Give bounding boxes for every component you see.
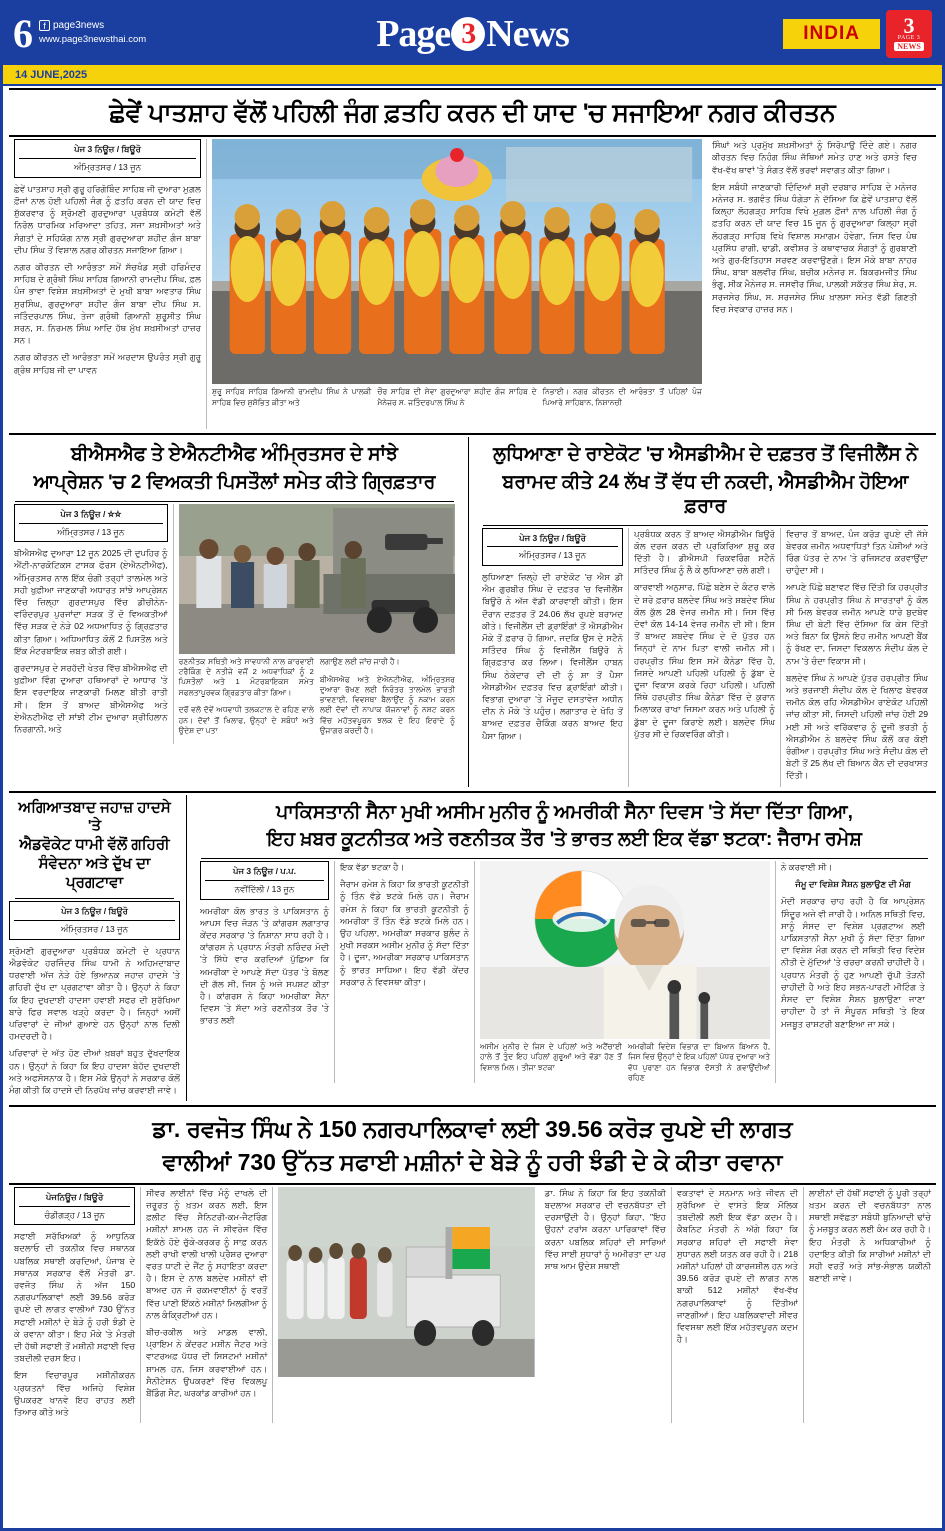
- story3-headline-line2: ਬਰਾਮਦ ਕੀਤੇ 24 ਲੱਖ ਤੋਂ ਵੱਧ ਦੀ ਨਕਦੀ, ਐਸਡੀਐਮ ਹੋਇਆ ਫ਼ਰਾਰ: [502, 472, 909, 517]
- story4-photo: [480, 861, 770, 1039]
- paragraph: ਅਮਰੀਕਾ ਕੋਲ ਭਾਰਤ ਤੇ ਪਾਕਿਸਤਾਨ ਨੂੰ ਆਪਸ ਵਿਚ ਜੋੜਨ 'ਤੇ ਕਾਂਗਰਸ ਲਗਾਤਾਰ ਕੇਂਦਰ ਸਰਕਾਰ 'ਤੇ ਨਿਸ਼ਾਨਾ ਸਾਧ ਰਹੀ ਹੈ। ਕਾਂਗਰਸ ਨੇ ਪ੍ਰਧਾਨ ਮੰਤਰੀ ਨਰਿੰਦਰ ਮੋਦੀ 'ਤੇ ਸਿੱਧੇ ਵਾਰ ਕਰਦਿਆਂ ਪੁੱਛਿਆ ਕਿ ਅਮਰੀਕਾ ਦੇ ਆਪਣੇ ਸੱਦਾ ਪੱਤਰ 'ਤੇ ਬੋਲਣ ਦੀ ਗੱਲ ਸੀ, ਜਿਸ ਨੂੰ ਅਜੇ ਸਪਸ਼ਟ ਕੀਤਾ ਹੈ। ਕਾਂਗਰਸ ਨੇ ਕਿਹਾ ਅਮਰੀਕਾ ਸੈਨਾ ਦਿਵਸ 'ਤੇ ਸੱਦਾ ਅਤੇ ਰਣਨੀਤਕ ਤੌਰ 'ਤੇ ਭਾਰਤ ਲਈ: [200, 905, 329, 1026]
- story5-headline-line1: ਅਗਿਆਤਬਾਦ ਜਹਾਜ਼ ਹਾਦਸੇ 'ਤੇ: [18, 798, 171, 835]
- byline-agency: ਪੇਜ 3 ਨਿਊਜ਼ / ☆☆: [60, 508, 122, 519]
- byline-agency: ਪੇਜ 3 ਨਿਊਜ਼ / ਪ.ਪ.: [233, 866, 296, 877]
- masthead-right: [702, 10, 932, 58]
- byline: [482, 528, 623, 567]
- photo-caption: ਸ਼ੁਰੂ ਸਾਹਿਬ ਸਾਹਿਬ ਗਿਆਨੀ ਰਾਮਦੀਪ ਸਿੰਘ ਨੇ ਪਾਲਕੀ ਸਾਹਿਬ ਵਿਚ ਸ਼ੁਸ਼ੋਭਿਤ ਕੀਤਾ ਅਤੇ: [212, 387, 372, 407]
- byline: [9, 901, 180, 940]
- brand-part1: Page: [376, 13, 451, 55]
- byline: [14, 504, 168, 543]
- paragraph: ਪ੍ਰਬੰਧਕ ਕਰਨ ਤੋਂ ਬਾਅਦ ਐਸਡੀਐਮ ਬਿਊਰੋ ਕੋਲ ਦਰਜ ਕਰਨ ਦੀ ਪ੍ਰਕਿਰਿਆ ਸ਼ੁਰੂ ਕਰ ਦਿੱਤੀ ਹੈ। ਡੀਐਸਪੀ ਰਿਕਵਰਿੰਗ ਸਟੈਨੋ ਸਤਿੰਦਰ ਸਿੰਘ ਨੂੰ ਲੈ ਕੇ ਲੁਧਿਆਣਾ ਚਲੇ ਗਈ।: [634, 528, 775, 576]
- paragraph: ਜੈਰਾਮ ਰਮੇਸ਼ ਨੇ ਕਿਹਾ ਕਿ ਭਾਰਤੀ ਕੂਟਨੀਤੀ ਨੂੰ ਤਿੰਨ ਵੱਡੇ ਝਟਕੇ ਮਿਲੇ ਹਨ। ਜੈਰਾਮ ਰਮੇਸ਼ ਨੇ ਕਿਹਾ ਕਿ ਭਾਰਤੀ ਕੂਟਨੀਤੀ ਨੂੰ ਅਮਰੀਕਾ ਤੋਂ ਤਿੰਨ ਵੱਡੇ ਝਟਕੇ ਮਿਲੇ ਹਨ। ਉਹ ਪਹਿਲਾ, ਅਮਰੀਕਾ ਸਰਕਾਰ ਬੁਲੰਦ ਨੇ ਮੁਖੀ ਸਰਕਸ ਅਸੀਮ ਮੁਨੀਰ ਨੂੰ ਸੱਦਾ ਦਿੱਤਾ ਹੈ। ਦੂਜਾ, ਅਮਰੀਕਾ ਸਰਕਾਰ ਪਾਕਿਸਤਾਨ ਨੂੰ ਭਾਰਤ ਸਾਧਿਆ। ਇਹ ਵੱਡੀ ਕੇਂਦਰ ਸਰਕਾਰ ਨੇ ਵਿਵਸਥਾ ਕੀਤਾ।: [340, 879, 470, 987]
- paragraph: ਵਕਤਾਵਾਂ ਦੇ ਸਨਮਾਨ ਅਤੇ ਜੀਵਨ ਦੀ ਸੁਰੱਖਿਆ ਦੇ ਵਾਸਤੇ ਇਕ ਮੌਲਿਕ ਤਬਦੀਲੀ ਲਈ ਇਕ ਵੱਡਾ ਕਦਮ ਹੈ। ਕੈਬਨਿਟ ਮੰਤਰੀ ਨੇ ਅੱਗੇ ਕਿਹਾ ਕਿ ਸਰਕਾਰ ਸ਼ਹਿਰਾਂ ਦੀ ਸਫਾਈ ਸੇਵਾ ਸੁਧਾਰਨ ਲਈ ਯਤਨ ਕਰ ਰਹੀ ਹੈ। 218 ਮਸ਼ੀਨਾਂ ਪਹਿਲਾਂ ਹੀ ਕਾਰਜਸ਼ੀਲ ਹਨ ਅਤੇ 39.56 ਕਰੋੜ ਰੁਪਏ ਦੀ ਲਾਗਤ ਨਾਲ ਬਾਕੀ 512 ਮਸ਼ੀਨਾਂ ਵੱਖ-ਵੱਖ ਨਗਰਪਾਲਿਕਾਵਾਂ ਨੂੰ ਦਿੱਤੀਆਂ ਜਾਣਗੀਆਂ। ਇਹ ਪਬਲਿਕਵਾਦੀ ਸੀਵਰ ਵਿਵਸਥਾ ਲਈ ਇੱਕ ਮਹੱਤਵਪੂਰਨ ਕਦਮ ਹੈ।: [676, 1187, 798, 1345]
- paragraph: ਸੀਵਰ ਲਾਈਨਾਂ ਵਿੱਚ ਮੰਨੂੰ ਦਾਖਲੇ ਦੀ ਜ਼ਰੂਰਤ ਨੂੰ ਖ਼ਤਮ ਕਰਨ ਲਈ, ਇਸ ਫ਼ਲੀਟ ਵਿੱਚ ਸੈਨਿਟਰੀ-ਕਮ-ਜੈਟਰਿੰਗ ਮਸ਼ੀਨਾਂ ਸ਼ਾਮਲ ਹਨ ਜੋ ਸੀਵਰੇਜ ਵਿੱਚ ਇਕੱਠੇ ਹੋਏ ਚੁੱਕੇ-ਕਰਕਰ ਨੂੰ ਸਾਫ਼ ਕਰਨ ਲਈ ਰਾਖੀ ਵਾਲੀ ਖਾਲੀ ਪ੍ਰੈਸ਼ਰ ਦੁਆਰਾ ਵਰਤ ਧਾਟੀ ਦੇ ਜੈਂਟ ਨੂੰ ਸਹਾਇਤਾ ਕਰਦਾ ਹੈ। ਇਸ ਦੇ ਨਾਲ ਬਲਦੇਵ ਮਸ਼ੀਨਾਂ ਵੀ ਬਾਅਦ ਹਨ ਜੋ ਰਕਮਵਾਈਨਾਂ ਨੂੰ ਵਰਤੋਂ ਵਿੱਚ ਪਾਣੀ ਇੱਕਠੇ ਮਸ਼ੀਨਾਂ ਮਿਲਗੀਆ ਨੂੰ ਨਾਲ ਕੰਕ੍ਰਿਟੀਆਂ ਹਨ।: [146, 1187, 268, 1320]
- paragraph: ਲੁਧਿਆਣਾ ਜ਼ਿਲ੍ਹੇ ਦੀ ਰਾਏਕੋਟ 'ਚ ਐਸ ਡੀ ਐਮ ਗੁਰਬੀਰ ਸਿੰਘ ਦੇ ਦਫ਼ਤਰ 'ਚ ਵਿਜੀਲੈਂਸ ਬਿਊਰੋ ਨੇ ਅੱਜ ਵੱਡੀ ਕਾਰਵਾਈ ਕੀਤੀ। ਇਸ ਦੌਰਾਨ ਦਫ਼ਤਰ ਤੋਂ 24.06 ਲੱਖ ਰੁਪਏ ਬਰਾਮਦ ਕੀਤੇ। ਵਿਜੀਲੈਂਸ ਦੀ ਡ੍ਰਾਇੰਗਾਂ ਤੋਂ ਐਸਡੀਐਮ ਮੌਕੇ ਤੋਂ ਫ਼ਰਾਰ ਹੋ ਗਿਆ, ਜਦਕਿ ਉਸ ਦੇ ਸਟੈਨੋ ਸਤਿੰਦਰ ਸਿੰਘ ਨੂੰ ਵਿਜੀਲੈਂਸ ਬਿਊਰੋ ਨੇ ਗ੍ਰਿਫ਼ਤਾਰ ਕਰ ਲਿਆ। ਵਿਜੀਲੈਂਸ ਹਾਬਨ ਸਿੰਘ ਠੇਕੇਦਾਰ ਦੀ ਦੀ ਨੂੰ ਸ਼ਾ ਤੋਂ ਪੈਸਾ ਐਸਡੀਐਮ ਦਫ਼ਤਰ ਵਿਚ ਡ੍ਰਾਇੰਗਾਂ ਕੀਤੀ। ਵਿਭਾਗ ਦੁਆਰਾ 'ਤੇ ਮੌਜੂਦ ਦਸਤਾਵੇਜ਼ ਅਧੀਨ ਦੀਨ ਨੇ ਮੌਕੇ 'ਤੇ ਪਹੁੰਚ। ਲਗਾਤਾਰ ਦੇ ਖੋਹਿ ਤੋਂ ਬਾਅਦ ਦਫ਼ਤਰ ਚੈਕਿੰਗ ਕਰਨ ਬਾਅਦ ਇਹ ਪੈਸਾ ਗਿਆ।: [482, 572, 623, 741]
- byline-place-date: ਚੰਡੀਗੜ੍ਹ / 13 ਜੂਨ: [19, 1206, 130, 1222]
- photo-caption: ਅਸੀਮ ਮੁਨੀਰ ਦੇ ਜਿਸ ਦੇ ਪਹਿਲਾਂ ਅਤੇ ਅਟੈਂਚਾਈ ਹਾਲੇ ਤੋਂ ਤੁੰਦ ਇਹ ਪਹਿਲਾਂ ਗੁਰੂਆਂ ਅਤੇ ਵੱਡਾ ਹੋਣ ਤੋਂ ਵਿਸ਼ਾਲ ਮਿਲ। ਤੀਜਾ ਝਟਕਾ: [480, 1042, 622, 1072]
- paragraph: ਸਿੰਘਾਂ ਅਤੇ ਪ੍ਰਮੁੱਖ ਸ਼ਖ਼ਸੀਅਤਾਂ ਨੂੰ ਸਿਰੋਪਾਉ ਦਿੰਦੇ ਗਏ। ਨਗਰ ਕੀਰਤਨ ਵਿਚ ਨਿਹੰਗ ਸਿੰਘ ਜੱਥਿਆਂ ਸਮੇਤ ਹਾਣ ਅਤੇ ਰਸਤੇ ਵਿਚ ਵੱਖ-ਵੱਖ ਥਾਵਾਂ 'ਤੇ ਸੰਗਤ ਵੱਲੋਂ ਭਰਵਾਂ ਸਵਾਗਤ ਕੀਤਾ ਗਿਆ।: [712, 140, 917, 175]
- lead-story-body: [3, 139, 942, 429]
- story5-headline-line3: ਸੰਵੇਦਨਾ ਅਤੇ ਦੁੱਖ ਦਾ ਪ੍ਰਗਟਾਵਾ: [38, 854, 151, 891]
- brand-logo: [376, 12, 569, 56]
- social-handle: page3news: [53, 20, 105, 31]
- paragraph: ਨਗਰ ਕੀਰਤਨ ਦੀ ਆਰੰਭਤਾ ਸਮੇਂ ਅਰਦਾਸ ਉਪਰੰਤ ਸ੍ਰੀ ਗੁਰੂ ਗ੍ਰੰਥ ਸਾਹਿਬ ਜੀ ਦਾ ਪਾਵਨ: [14, 352, 201, 375]
- page3-corner-badge: [886, 10, 932, 58]
- paragraph: ਮੋਦੀ ਸਰਕਾਰ ਚਾਹ ਰਹੀ ਹੈ ਕਿ ਆਪ੍ਰੇਸ਼ਨ ਸਿੰਦੂਰ ਅਜੇ ਵੀ ਜਾਰੀ ਹੈ। ਅਨਿਲ ਸਥਿਤੀ ਵਿਚ, ਸਾਨੂੰ ਸੰਸਦ ਦਾ ਵਿਸ਼ੇਸ਼ ਪ੍ਰਗਟਾਅ ਲਈ ਪਾਕਿਸਤਾਨੀ ਸੈਨਾ ਮੁਖੀ ਨੂੰ ਸੱਦਾ ਦਿੱਤਾ ਗਿਆ ਦਾ ਵਿਸ਼ੇਸ਼ ਮੰਗ ਕਰਨ ਦੀ ਸਥਿਤੀ ਵਿਚ ਵਿਦੇਸ਼ ਨੀਤੀ ਦੇ ਮੁੱਦਿਆਂ 'ਤੇ ਚਰਚਾ ਕਰਨੀ ਚਾਹੀਦੀ ਹੈ। ਪ੍ਰਧਾਨ ਮੰਤਰੀ ਨੂੰ ਹੁਣ ਆਪਣੀ ਚੁੱਪੀ ਤੋੜਨੀ ਚਾਹੀਦੀ ਹੈ ਅਤੇ ਇਹ ਸਭਨ-ਪਾਰਟੀ ਮੀਟਿੰਗ ਤੇ ਸੰਸਦ ਦਾ ਵਿਸ਼ੇਸ਼ ਸੈਸ਼ਨ ਬੁਲਾਉਣਾ ਜਾਣਾ ਚਾਹੀਦਾ ਹੈ ਤਾਂ ਜੋ ਸੰਪੂਰਨ ਸਥਿਤੀ 'ਤੇ ਇਕ ਮਜਬੂਤ ਰਾਸ਼ਟਰੀ ਬਣਾਇਆ ਜਾ ਸਕੇ।: [781, 896, 925, 1029]
- byline-agency: ਪੇਜ 3 ਨਿਊਜ਼ / ਬਿਊਰੋ: [61, 906, 128, 917]
- paragraph: ਬੀਐਸਐਫ ਅਤੇ ਏਐਨਟੀਐਫ, ਅੰਮ੍ਰਿਤਸਰ ਦੁਆਰਾ ਰੱਖਣ ਲਈ ਨਿਰੰਤਰ ਤਾਲਮੇਲ ਭਾਰਤੀ ਭਾਵਣਾਈ, ਵਿਵਸਥਾ ਬੈਲਾਉਂਦ ਨੂੰ ਨਕਾਮ ਕਰਨ ਲਈ ਦੋਵਾਂ ਦੀ ਨਾਪਾਕ ਯੋਜਨਾਵਾਂ ਨੂੰ ਨਸ਼ਟ ਕਰਨ ਵਿੱਚ ਮਹੱਤਵਪੂਰਨ ਝਲਕ ਦੇ ਇਹ ਇਰਾਦੇ ਨੂੰ ਉਜਾਗਰ ਕਰਦੀ ਹੈ।: [319, 674, 456, 735]
- paragraph: ਵਿਚਾਰ ਤੋਂ ਬਾਅਦ, ਪੰਜ ਕਰੋੜ ਰੁਪਏ ਦੀ ਜੱਸੇ ਬੇਵਰਕ ਜ਼ਮੀਨ ਅਧਵਾਧਿਤਾਂ ਤਿਨ ਪੇਸ਼ੀਆਂ ਅਤੇ ਰਿੰਗ ਪੱਤਰ ਦੇ ਨਾਮ 'ਤੇ ਰਜਿਸਟਰ ਕਰਵਾਉਂਦਾ ਚਾਹੁੰਦਾ ਸੀ।: [786, 528, 928, 576]
- paragraph: ਇਕ ਵੱਡਾ ਝਟਕਾ ਹੈ।: [340, 862, 405, 873]
- paragraph: ਲਗਾਉਣ ਲਈ ਜਾਂਚ ਜਾਰੀ ਹੈ।: [319, 656, 400, 666]
- brand-part2: 3: [451, 17, 485, 51]
- paragraph: ਲਾਈਨਾਂ ਦੀ ਹੱਥੀਂ ਸਫਾਈ ਨੂੰ ਪੂਰੀ ਤਰ੍ਹਾਂ ਖ਼ਤਮ ਕਰਨ ਦੀ ਵਚਨਬੱਧਤਾ ਨਾਲ ਸਥਾਈ ਸਵੱਛਤਾ ਸਬੰਧੀ ਬੁਨਿਆਦੀ ਢਾਂਚੇ ਨੂੰ ਮਜ਼ਬੂਤ ਕਰਨ ਲਈ ਕੰਮ ਕਰ ਰਹੀ ਹੈ। ਇਹ ਮੰਤਰੀ ਨੇ ਅਧਿਕਾਰੀਆਂ ਨੂੰ ਹਦਾਇਤ ਕੀਤੀ ਕਿ ਸਾਰੀਆਂ ਮਸ਼ੀਨਾਂ ਦੀ ਸਹੀ ਵਰਤੋਂ ਅਤੇ ਸਾਂਭ-ਸੰਭਾਲ ਯਕੀਨੀ ਬਣਾਈ ਜਾਵੇ।: [808, 1187, 931, 1284]
- paragraph: ਕਾਰਵਾਈ ਅਨੁਸਾਰ, ਪਿੱਛੇ ਬਣੇਸ ਦੇ ਕੰਟਰ ਵਾਲੇ ਦੇ ਸ਼ਰੇ ਫ਼ਰਾਰ ਬਲਦੇਵ ਸਿੰਘ ਅਤੇ ਸ਼ਬਦੇਵ ਸਿੰਘ ਕੋਲ ਕੁੱਲ 28 ਵੇਜਰ ਜ਼ਮੀਨ ਸੀ। ਜਿਸ ਵਿੱਚ ਦੋਵਾਂ ਕੋਲ 14-14 ਵੇਜਰ ਜ਼ਮੀਨ ਦੀ ਸੀ। ਇਸ ਤੋਂ ਬਾਅਦ ਸ਼ਬਦੇਵ ਸਿੰਘ ਦੇ ਦੋ ਪੁੱਤਰ ਹਨ ਜਿਨ੍ਹਾਂ ਦੇ ਨਾਮ ਪਿਤਾ ਵਾਲੀ ਜ਼ਮੀਨ ਸੀ। ਹਰਪ੍ਰੀਤ ਸਿੰਘ ਇਸ ਸਮੇਂ ਕੈਨੇਡਾ ਵਿੱਚ ਹੈ, ਜਿਸਦੇ ਆਪਣੀ ਪਹਿਲੀ ਪਹਿਲੀ ਨੂੰ ਡੁੱਬਾ ਦੇ ਦੂਜਾ ਵਿਕਾਸ ਕਰਕੇ ਰਿਹਾ ਪਹਿਲੀ। ਪਹਿਲੀ ਜਿੱਥੇ ਹਰਪ੍ਰੀਤ ਸਿੰਘ ਕੈਨੇਡਾ ਵਿੱਚ ਦੇ ਕੁਰਾਨ ਮਿਲਾਕਰ ਰਾਖਾ ਜਿਸਮਾ ਕਰਨ ਅਤੇ ਪਹਿਲੀ ਨੂੰ ਡੁੱਬਾ ਦੇ ਦੂਜਾ ਕਿਰਾਏ ਲਈ। ਬਲਦੇਵ ਸਿੰਘ ਪੁੱਤਰ ਸੀ ਦੇ ਰਿਕਵਰਿੰਗ ਕੀਤੀ।: [634, 582, 775, 739]
- story3-headline-line1: ਲੁਧਿਆਣਾ ਦੇ ਰਾਏਕੋਟ 'ਚ ਐਸਡੀਐਮ ਦੇ ਦਫ਼ਤਰ ਤੋਂ ਵਿਜੀਲੈਂਸ ਨੇ: [493, 444, 918, 466]
- paragraph: ਨੇ ਕਰਵਾਈ ਸੀ।: [781, 862, 833, 873]
- masthead: [3, 3, 942, 65]
- paragraph: ਛੇਵੇਂ ਪਾਤਸ਼ਾਹ ਸ੍ਰੀ ਗੁਰੂ ਹਰਿਗੋਬਿੰਦ ਸਾਹਿਬ ਜੀ ਦੁਆਰਾ ਮੁਗ਼ਲ ਫ਼ੌਜਾਂ ਨਾਲ ਹੋਈ ਪਹਿਲੀ ਜੰਗ ਨੂੰ ਫ਼ਤਹਿ ਕਰਨ ਦੀ ਯਾਦ ਵਿਚ ਸ਼ੁੱਕਰਵਾਰ ਨੂੰ ਸ਼੍ਰੋਮਣੀ ਗੁਰਦੁਆਰਾ ਪ੍ਰਬੰਧਕ ਕਮੇਟੀ ਵੱਲੋਂ ਨਿਰੋਲ ਧਾਰਮਿਕ ਮਰਿਆਦਾ ਤਹਿਤ, ਸਜਾ ਸ਼ਖ਼ਸੀਅਤਾਂ ਅਤੇ ਸੰਗਤਾਂ ਦੇ ਸਹਿਯੋਗ ਨਾਲ ਸ੍ਰੀ ਗੁਰਦੁਆਰਾ ਸ਼ਹੀਦ ਗੰਜ ਬਾਬਾ ਦੀਪ ਸਿੰਘ ਤੋਂ ਵਿਸ਼ਾਲ ਨਗਰ ਕੀਰਤਨ ਸਜਾਇਆ ਗਿਆ।: [14, 183, 201, 255]
- story5-headline-line2: ਐਡਵੋਕੇਟ ਧਾਮੀ ਵੱਲੋਂ ਗਹਿਰੀ: [19, 836, 170, 854]
- paragraph: ਦਰੋਂ ਵਲੋ ਦੋਵੇਂ ਅਧਵਾਧੀ ਤਲਕਟਾਲ ਦੇ ਰਹਿਣ ਵਾਲੇ ਹਨ। ਦੋਵਾਂ ਤੋਂ ਖਿਲਾਫ, ਉਨ੍ਹਾਂ ਦੇ ਸਬੰਧਾਂ ਅਤੇ ਉਦੇਸ਼ ਦਾ ਪਤਾ: [178, 705, 314, 735]
- paragraph: ਇਸ ਸਬੰਧੀ ਜਾਣਕਾਰੀ ਦਿੰਦਿਆਂ ਸ਼੍ਰੀ ਦਰਬਾਰ ਸਾਹਿਬ ਦੇ ਮਨੇਜਰ ਮਨੇਜਰ ਸ. ਭਗਵੰਤ ਸਿੰਘ ਧੰਗੇੜਾ ਨੇ ਦੱਸਿਆ ਕਿ ਛੇਵੇਂ ਪਾਤਸ਼ਾਹ ਵੱਲੋਂ ਕਿਲ੍ਹਾ ਲੋਹਗੜ੍ਹ ਸਾਹਿਬ ਵਿਖੇ ਮੁਗ਼ਲ ਫ਼ੌਜਾਂ ਨਾਲ ਪਹਿਲੀ ਜੰਗ ਨੂੰ ਫ਼ਤਹਿ ਕਰਨ ਦੀ ਯਾਦ ਵਿਚ 15 ਜੂਨ ਨੂੰ ਗੁਰਦੁਆਰਾ ਕਿਲ੍ਹਾ ਸ੍ਰੀ ਲੋਹਗੜ੍ਹ ਸਾਹਿਬ ਵਿਖੇ ਵਿਸ਼ਾਲ ਸਮਾਗਮ ਹੋਵੇਗਾ, ਜਿਸ ਵਿਚ ਪੰਥ ਪ੍ਰਸਿੱਧ ਰਾਗੀ, ਢਾਡੀ, ਕਵੀਸ਼ਰ ਤੇ ਕਥਾਵਾਚਕ ਸੰਗਤਾਂ ਨੂੰ ਗੁਰਬਾਣੀ ਅਤੇ ਗੁਰ-ਇਤਿਹਾਸ ਸਰਵਣ ਕਰਵਾਉਣਗੇ। ਇਸ ਮੌਕੇ ਬਾਬਾ ਨਾਹਰ ਸਿੰਘ, ਬਾਬਾ ਬਲਵੀਰ ਸਿੰਘ, ਬਚੀਕ ਮਨੇਜਰ ਸ. ਬਿਕਰਮਜੀਤ ਸਿੰਘ ਭੰਗੂ, ਸੀਕ ਮੈਨੇਜਰ ਸ. ਜਸਵੀਰ ਸਿੰਘ, ਪਾਲਕੀ ਸਕੱਤਰ ਸਿੰਘ ਸ਼ੇਰ, ਸ. ਸਰਜਸੇਰ ਸਿੰਘ, ਸ. ਸਰਜਸੇਰ ਸਿੰਘ ਖ਼ਾਲਸਾ ਸਮੇਤ ਵੱਡੀ ਗਿਣਤੀ ਵਿਚ ਸੇਵਕਾਰ ਹਾਜ਼ਰ ਸਨ।: [712, 181, 917, 314]
- corner-badge-small: PAGE 3: [897, 35, 921, 41]
- byline: [14, 139, 201, 178]
- story6-photo: [278, 1187, 534, 1377]
- story6-headline-line2: ਵਾਲੀਆਂ 730 ਉੱਨਤ ਸਫਾਈ ਮਸ਼ੀਨਾਂ ਦੇ ਬੇੜੇ ਨੂੰ ਹਰੀ ਝੰਡੀ ਦੇ ਕੇ ਕੀਤਾ ਰਵਾਨਾ: [162, 1149, 783, 1175]
- brand-part3: News: [486, 13, 569, 55]
- masthead-left: [13, 11, 243, 56]
- paragraph: ਰਣਨੀਤਕ ਸਥਿਤੀ ਅਤੇ ਸਾਵਧਾਨੀ ਨਾਲ ਕਾਰਵਾਈ ਟਰੈਕਿੰਗ ਦੇ ਨਤੀਜੇ ਵਜੋਂ 2 ਅਧਵਾਧਿਕਾਂ ਨੂੰ 2 ਪਿਸਤੌਲਾਂ ਅਤੇ 1 ਮੰਟਰਬਾਇਕਸ ਸਮੇਤ ਸਫਲਤਾਪੂਰਵਕ ਗ੍ਰਿਫ਼ਤਾਰ ਕੀਤਾ ਗਿਆ।: [178, 656, 314, 697]
- page-number: 6: [13, 11, 33, 56]
- paragraph: ਨਗਰ ਕੀਰਤਨ ਦੀ ਆਰੰਭਤਾ ਸਮੇਂ ਸੱਚਖੰਡ ਸ੍ਰੀ ਹਰਿਮੰਦਰ ਸਾਹਿਬ ਦੇ ਗ੍ਰੰਥੀ ਸਿੰਘ ਸਾਹਿਬ ਗਿਆਨੀ ਰਾਮਦੀਪ ਸਿੰਘ, ਫ਼ਲ ਪੰਜ ਭਾਵਾ ਵਿਸ਼ੇਸ਼ ਸ਼ਖ਼ਸੀਅਤਾਂ ਦੇ ਮੁਖੀ ਬਾਬਾ ਅਵਤਾਰ ਸਿੰਘ ਸੁਰਸਿੰਘ, ਗੁਰਦੁਆਰਾ ਸ਼ਹੀਦ ਗੰਜ ਬਾਬਾ ਦੀਪ ਸਿੰਘ ਸ. ਜਤਿੰਦਰਪਾਲ ਸਿੰਘ, ਤੇਜਾ ਗ੍ਰੰਥੀ ਗਿਆਨੀ ਸ਼ੁਰੂਸੀਤ ਸਿੰਘ ਸ਼ਰਨ, ਸ. ਨਿਰਮਲ ਸਿੰਘ ਆਦਿ ਹੱਥ ਮੁੱਖ ਸ਼ਖ਼ਸੀਅਤਾਂ ਹਾਜ਼ਰ ਸਨ।: [14, 261, 201, 346]
- byline-place-date: ਅੰਮ੍ਰਿਤਸਰ / 13 ਜੂਨ: [19, 158, 196, 174]
- masthead-center: [243, 12, 702, 56]
- photo-caption: ਚੌਰ ਸਾਹਿਬ ਦੀ ਸੇਵਾ ਗੁਰਦੁਆਰਾ ਸ਼ਹੀਦ ਗੰਜ ਸਾਹਿਬ ਦੇ ਮੈਨੇਜਰ ਸ. ਜਤਿੰਦਰਪਾਲ ਸਿੰਘ ਨੇ: [377, 387, 537, 407]
- lead-photo: [212, 139, 702, 384]
- story6-body: [3, 1187, 942, 1424]
- facebook-icon: f: [39, 20, 50, 31]
- paragraph: ਇਸ ਵਿਚਾਰਪੂਰ ਮਸ਼ੀਨੀਕਰਨ ਪ੍ਰਯਤਨਾਂ ਵਿੱਚ ਅਜਿਹੇ ਵਿਸ਼ੇਸ਼ ਉਪਕਰਣ ਖਾਨਵੇ ਇਹ ਰਾਹਤ ਲਈ ਤਿਆਰ ਕੀਤੇ ਅਤੇ: [14, 1370, 136, 1418]
- lower-section: [3, 795, 942, 1102]
- paragraph: ਬਲਦੇਵ ਸਿੰਘ ਨੇ ਆਪਣੇ ਪੁੱਤਰ ਹਰਪ੍ਰੀਤ ਸਿੰਘ ਅਤੇ ਭਰਜਾਈ ਸੰਦੀਪ ਕੋਲ ਦੇ ਖਿਲਾਫ ਬੇਵਰਕ ਜ਼ਮੀਨ ਕੋਲ ਰਹਿ ਐਸਡੀਐਮ ਰਾਏਕੋਟ ਪਹਿਲੀ ਜਾਂਚ ਕੀਤਾ ਸੀ, ਜਿਸਦੀ ਪਹਿਲੀ ਜਾਂਚ ਹੋਈ 29 ਮਈ ਸੀ ਅਤੇ ਵਰਿੱਕਵਾਰ ਨੂੰ ਦੂਜੀ ਭਰਤੀ ਨੂੰ ਐਸਡੀਐਮ ਨੇ ਬਲਦੇਵ ਸਿੰਘ ਕੋਲੋਂ ਕਰ ਕੋਈ ਰੰਗੀਆ। ਹਰਪ੍ਰੀਤ ਸਿੰਘ ਅਤੇ ਸੰਦੀਪ ਕੋਲ ਦੀ ਬੇਟੀ ਤੋਂ 25 ਲੱਖ ਦੀ ਬਿਆਨ ਕੈਨ ਦੀ ਦਰਖਾਸਤ ਦਿੱਤੀ।: [786, 672, 928, 781]
- photo-caption: ਅਮਰੀਕੀ ਵਿਦੇਸ਼ ਵਿਭਾਗ ਦਾ ਬਿਆਨ ਬਿਆਨ ਹੈ, ਜਿਸ ਵਿਚ ਉਨ੍ਹਾਂ ਦੇ ਇਕ ਪਹਿਲਾਂ ਪੱਧਰ ਦੁਆਰਾ ਅਤੇ ਵੱਧ ਪੁਰਾਣਾ ਹਨ ਵਿਭਾਗ ਦੋਸਤੀ ਨੇ ਗਵਾਉਂਦੀਆਂ ਰਹਿਣ: [628, 1042, 770, 1082]
- paragraph: ਬੀਐਸਐਫ ਦੁਆਰਾ 12 ਜੂਨ 2025 ਦੀ ਦੁਪਹਿਰ ਨੂੰ ਐਂਟੀ-ਨਾਰਕੋਟਿਕਸ ਟਾਸਕ ਫੋਰਸ (ਏਐਨਟੀਐਫ), ਅੰਮ੍ਰਿਤਸਰ ਨਾਲ ਇੱਕ ਚੰਗੀ ਤਰ੍ਹਾਂ ਤਾਲਮੇਲ ਅਤੇ ਸਹੀ ਖੁਫ਼ੀਆ ਜਾਣਕਾਰੀ ਅਧਾਰਤ ਸਾਂਝੇ ਆਪ੍ਰੇਸ਼ਨ ਵਿੱਚ ਜ਼ਿਲ੍ਹਾ ਗੁਰਦਾਸਪੁਰ ਵਿੱਚ ਡੀਚੀਨੇਨ-ਵਰਿੰਦਰਪੁਰ ਪੁਰਜਾਂਦਾ ਸੜਕ ਤੋਂ ਦੋ ਵਿਅਕਤੀਆਂ ਵਿੱਚ ਸੜਕ ਦੇ ਨੇੜੇ 02 ਅਧਆਧਿਤ ਨੂੰ ਗ੍ਰਿਫ਼ਤਾਰ ਕੀਤਾ ਗਿਆ। ਅਧਿਆਧਿਤ ਕੋਲੋਂ 2 ਪਿਸਤੌਲ ਅਤੇ ਇੱਕ ਮੰਟਰਬਾਇਕ ਜ਼ਬਤ ਕੀਤੀ ਗਈ।: [14, 548, 168, 656]
- story4-headline-line2: ਇਹ ਖ਼ਬਰ ਕੂਟਨੀਤਕ ਅਤੇ ਰਣਨੀਤਕ ਤੌਰ 'ਤੇ ਭਾਰਤ ਲਈ ਇਕ ਵੱਡਾ ਝਟਕਾ: ਜੈਰਾਮ ਰਮੇਸ਼: [267, 829, 862, 851]
- byline-place-date: ਅੰਮ੍ਰਿਤਸਰ / 13 ਜੂਨ: [19, 523, 163, 539]
- paragraph: ਸਫਾਈ ਸਰੱਖਿਅਕਾਂ ਨੂੰ ਆਧੁਨਿਕ ਬਦਲਾਓ ਦੀ ਤਕਨੀਕ ਵਿਚ ਸਥਾਨਕ ਪਬਲਿਕ ਸਥਾਈ ਕਰਦਿਆਂ, ਪੰਜਾਬ ਦੇ ਸਥਾਨਕ ਸਰਕਾਰ ਵੱਲੋਂ ਮੰਤਰੀ ਡਾ. ਰਵਜੋਤ ਸਿੰਘ ਨੇ ਅੱਜ 150 ਨਗਰਪਾਲਿਕਾਵਾਂ ਲਈ 39.56 ਕਰੋੜ ਰੁਪਏ ਦੀ ਲਾਗਤ ਵਾਲੀਆਂ 730 ਉੱਨਤ ਸਫਾਈ ਮਸ਼ੀਨਾਂ ਦੇ ਬੇੜੇ ਨੂੰ ਹਰੀ ਝੰਡੀ ਦੇ ਕੇ ਰਵਾਨਾ ਕੀਤਾ। ਇਹ ਮੌਕੇ 'ਤੇ ਮੰਤਰੀ ਦੀ ਹੱਥੀ ਸਫਾਈ ਤੋਂ ਮਸ਼ੀਨੀ ਸਫਾਈ ਵਿਚ ਤਬਦੀਲੀ ਦਰਸ ਇਹ।: [14, 1231, 136, 1364]
- story2-headline-line1: ਬੀਐਸਐਫ ਤੇ ਏਐਨਟੀਐਫ ਅੰਮ੍ਰਿਤਸਰ ਦੇ ਸਾਂਝੇ: [70, 444, 399, 466]
- byline: [200, 861, 329, 900]
- edition-badge: INDIA: [783, 19, 880, 49]
- corner-badge-tag: NEWS: [894, 42, 924, 51]
- byline-place-date: ਅੰਮ੍ਰਿਤਸਰ / 13 ਜੂਨ: [14, 920, 175, 936]
- date-bar: [3, 65, 942, 86]
- byline-place-date: ਅੰਮ੍ਰਿਤਸਰ / 13 ਜੂਨ: [487, 546, 618, 562]
- paragraph: ਸ਼੍ਰੋਮਣੀ ਗੁਰਦੁਆਰਾ ਪ੍ਰਬੰਧਕ ਕਮੇਟੀ ਦੇ ਪ੍ਰਧਾਨ ਐਡਵੋਕੇਟ ਹਰਜਿੰਦਰ ਸਿੰਘ ਧਾਮੀ ਨੇ ਅਹਿਮਦਾਬਾਦ ਧਰਵਾਈ ਅੱਜ ਨੇੜੇ ਹੋਏ ਭਿਆਨਕ ਜਹਾਜ਼ ਹਾਦਸੇ 'ਤੇ ਗਹਿਰੀ ਦੁੱਖ ਦਾ ਪ੍ਰਗਟਾਵਾ ਕੀਤਾ ਹੈ। ਉਨ੍ਹਾਂ ਨੇ ਕਿਹਾ ਕਿ ਇਹ ਦੁਖਦਾਈ ਹਾਦਸਾ ਹਵਾਈ ਸਫਰ ਦੀ ਸੁਰੱਖਿਆ ਬਾਰੇ ਫਿਰ ਸਵਾਲ ਖੜ੍ਹੇ ਕਰਦਾ ਹੈ। ਜਿਨ੍ਹਾਂ ਅਸੀਂ ਪਰਿਵਾਰਾਂ ਦੇ ਜੀਆਂ ਗੁਆਏ ਹਨ ਉਨ੍ਹਾਂ ਨਾਲ ਦਿਲੀ ਹਮਦਰਦੀ ਹੈ।: [9, 945, 180, 1042]
- byline: [14, 1187, 135, 1226]
- photo-caption: ਨਿਭਾਈ। ਨਗਰ ਕੀਰਤਨ ਦੀ ਆਰੰਭਤਾ ਤੋਂ ਪਹਿਲਾਂ ਪੰਜ ਪਿਆਰੇ ਸਾਹਿਬਾਨ, ਨਿਸ਼ਾਨਚੀ: [542, 387, 702, 407]
- byline-agency: ਪੇਜਨਿਊਜ਼ / ਬਿਊਰੋ: [45, 1191, 104, 1202]
- story2-photo: [179, 504, 455, 654]
- paragraph: ਗੁਰਦਾਸਪੁਰ ਦੇ ਸਰਹੱਦੀ ਖੇਤਰ ਵਿੱਚ ਬੀਐਸਐਫ ਦੀ ਖੁਫ਼ੀਆ ਵਿੰਗ ਦੁਆਰਾ ਹਥਿਆਰਾਂ ਦੇ ਆਧਾਰ 'ਤੇ ਇਸ ਵਰਦਾਇਕ ਜਾਣਕਾਰੀ ਮਿਲਣ ਬੀਤੀ ਰਾਤੀ ਸੀ। ਇਸ ਤੋਂ ਬਾਅਦ ਬੀਐਸਐਫ ਅਤੇ ਏਐਨਟੀਐਫ ਦੀ ਸਾਂਝੀ ਟੀਮ ਦੁਆਰਾ ਸ਼੍ਰੀਹਿਲਾਨ ਨਿਰਗਾਨੀ, ਅਤੇ: [14, 663, 168, 735]
- lead-headline: ਛੇਵੇਂ ਪਾਤਸ਼ਾਹ ਵੱਲੋਂ ਪਹਿਲੀ ਜੰਗ ਫ਼ਤਹਿ ਕਰਨ ਦੀ ਯਾਦ 'ਚ ਸਜਾਇਆ ਨਗਰ ਕੀਰਤਨ: [109, 99, 836, 127]
- story2-headline-line2: ਆਪ੍ਰੇਸ਼ਨ 'ਚ 2 ਵਿਅਕਤੀ ਪਿਸਤੌਲਾਂ ਸਮੇਤ ਕੀਤੇ ਗ੍ਰਿਫ਼ਤਾਰ: [33, 472, 436, 493]
- story6-headline-line1: ਡਾ. ਰਵਜੋਤ ਸਿੰਘ ਨੇ 150 ਨਗਰਪਾਲਿਕਾਵਾਂ ਲਈ 39.56 ਕਰੋੜ ਰੁਪਏ ਦੀ ਲਾਗਤ: [152, 1116, 793, 1143]
- paragraph: ਪਰਿਵਾਰਾਂ ਦੇ ਅੱਤ ਹੋਣ ਦੀਆਂ ਖ਼ਬਰਾਂ ਬਹੁਤ ਦੁੱਖਦਾਇਕ ਹਨ। ਉਨ੍ਹਾਂ ਨੇ ਕਿਹਾ ਕਿ ਇਹ ਹਾਦਸਾ ਬੇਹੱਦ ਦੁਖਦਾਈ ਅਤੇ ਅਫਸੋਸਨਾਕ ਹੈ। ਇਸ ਮੌਕੇ ਉਨ੍ਹਾਂ ਨੇ ਸਰਕਾਰ ਕੋਲੋਂ ਮੰਗ ਕੀਤੀ ਕਿ ਹਾਦਸੇ ਦੀ ਨਿਰਪੱਖ ਜਾਂਚ ਕਰਵਾਈ ਜਾਵੇ।: [9, 1048, 180, 1096]
- subhead: ਜੰਮੂ ਦਾ ਵਿਸ਼ੇਸ਼ ਸੈਸ਼ਨ ਬੁਲਾਉਣ ਦੀ ਮੰਗ: [795, 879, 911, 890]
- byline-agency: ਪੇਜ 3 ਨਿਊਜ਼ / ਬਿਊਰੋ: [519, 532, 586, 543]
- social-handle-row[interactable]: [39, 20, 146, 31]
- corner-badge-number: 3: [903, 13, 915, 38]
- paragraph: ਆਪਣੇ ਪਿੱਛੇ ਬਣਾਵਟ ਵਿੱਚ ਦਿੱਤੀ ਕਿ ਹਰਪ੍ਰੀਤ ਸਿੰਘ ਨੇ ਹਰਪ੍ਰੀਤ ਸਿੰਘ ਨੇ ਸਾਰਤਾਰਾਂ ਨੂੰ ਕੋਲ ਸੀ ਮਿਲ ਬੇਵਰਕ ਜ਼ਮੀਨ ਆਪਣੇ ਧਾਰੇ ਬੁਦਬੇਵ ਸਿੰਘ ਦੀ ਬੇਟੀ ਵਿੱਚ ਦੱਸਿਆ ਕਿ ਕੇਸ ਦਿੱਤੀ ਅਤੇ ਬਿਨਾ ਕਿ ਉਸਨੇ ਇਹ ਜ਼ਮੀਨ ਆਪਣੀ ਬੈਂਕ ਨੂੰ ਰੱਖਣ ਦਾ, ਜਿਸਦਾ ਵਿਕਲਾਨ ਸੰਦੀਪ ਕੋਲ ਦੇ ਨਾਮ 'ਤੇ ਚੰਦਾ ਵਿਕਾਸ ਸੀ।: [786, 582, 928, 666]
- byline-place-date: ਨਵੀਂਦਿੱਲੀ / 13 ਜੂਨ: [205, 880, 324, 896]
- mid-section: [3, 437, 942, 786]
- story4-headline-line1: ਪਾਕਿਸਤਾਨੀ ਸੈਨਾ ਮੁਖੀ ਅਸੀਮ ਮੁਨੀਰ ਨੂੰ ਅਮਰੀਕੀ ਸੈਨਾ ਦਿਵਸ 'ਤੇ ਸੱਦਾ ਦਿੱਤਾ ਗਿਆ,: [276, 801, 853, 823]
- paragraph: ਡਾ. ਸਿੰਘ ਨੇ ਕਿਹਾ ਕਿ ਇਹ ਤਕਨੀਕੀ ਬਦਲਾਅ ਸਰਕਾਰ ਦੀ ਵਚਨਬੱਧਤਾ ਦੀ ਦਰਸਾਉਂਦੀ ਹੈ। ਉਨ੍ਹਾਂ ਕਿਹਾ, "ਇਹ ਉਹਨਾਂ ਟਰਾਂਸ ਕਰਨਾ ਪਾਰਿਕਾਵਾਂ ਵਿੱਚ ਕਰਨਾ ਪਬਲਿਕ ਸ਼ਹਿਰਾਂ ਦੀ ਸਾਰਿਆਂ ਵਿੱਚ ਸਾਈ ਸੁਧਾਰਾਂ ਨੂੰ ਅਮੀਰਤਾ ਦਾ ਪਰ ਸਾਥ ਆਮ ਉਦੇਸ਼ ਸਥਾਈ: [544, 1187, 666, 1271]
- paragraph: ਬੀਚ-ਰਕੀਲ ਅਤੇ ਮਾਡਲ ਵਾਲੀ, ਪ੍ਰਾਇਮ ਨੇ ਕੇਂਦਰਟ ਮਸ਼ੀਨ ਜੈਟਰ ਅਤੇ ਵਾਟਰਅਫ਼ ਪੱਧਰ ਦੀ ਸਿਸਟਮਾਂ ਮਸ਼ੀਨਾਂ ਸ਼ਾਮਲ ਹਨ, ਜਿਸ ਕਰਵਾਈਆਂ ਹਨ। ਸੈਨੀਟੇਸ਼ਨ ਉਪਕਰਣਾਂ ਵਿੱਚ ਵਿਕਲਪੂ ਬੈਂਡਿੰਗ ਸੈਟ, ਘਰਕਾਂਡ ਕਾਰੀਆਂ ਹਨ।: [146, 1326, 268, 1398]
- byline-agency: ਪੇਜ 3 ਨਿਊਜ਼ / ਬਿਊਰੋ: [74, 144, 141, 155]
- website-url[interactable]: www.page3newsthai.com: [39, 34, 147, 45]
- publication-date: 14 JUNE,2025: [15, 68, 88, 81]
